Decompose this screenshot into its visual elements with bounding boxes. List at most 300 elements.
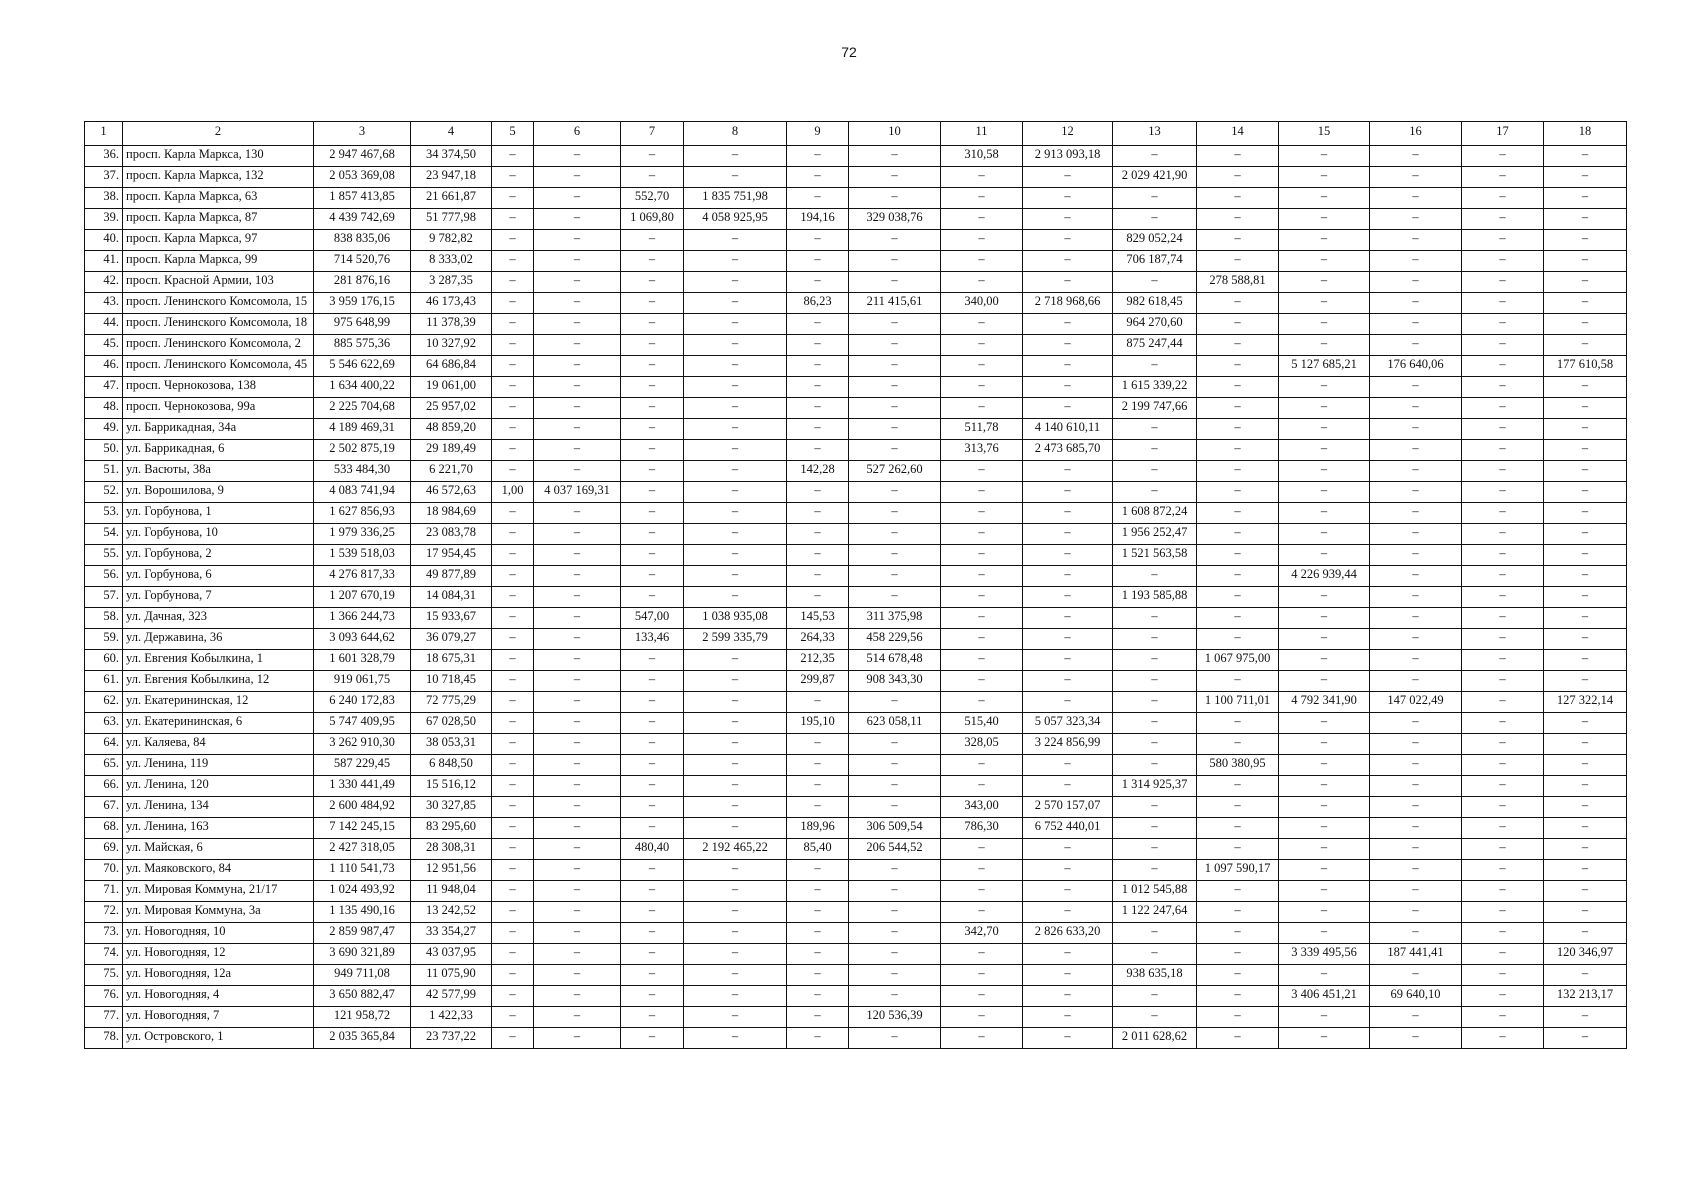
- table-row: [85, 1007, 1627, 1028]
- value-cell: –: [492, 902, 534, 923]
- column-header: 6: [534, 122, 621, 146]
- value-cell: 18 984,69: [411, 503, 492, 524]
- value-cell: –: [941, 839, 1023, 860]
- value-cell: 4 792 341,90: [1279, 692, 1370, 713]
- value-cell: –: [621, 734, 684, 755]
- table-row: [85, 314, 1627, 335]
- value-cell: –: [621, 314, 684, 335]
- value-cell: –: [534, 797, 621, 818]
- value-cell: 1 038 935,08: [684, 608, 787, 629]
- row-number-cell: 57.: [85, 587, 123, 608]
- value-cell: 3 339 495,56: [1279, 944, 1370, 965]
- value-cell: –: [1462, 650, 1544, 671]
- row-number-cell: 43.: [85, 293, 123, 314]
- value-cell: –: [1023, 902, 1113, 923]
- address-cell: ул. Васюты, 38а: [123, 461, 314, 482]
- value-cell: –: [492, 272, 534, 293]
- value-cell: –: [684, 1028, 787, 1049]
- value-cell: –: [941, 398, 1023, 419]
- value-cell: –: [684, 482, 787, 503]
- column-header: 5: [492, 122, 534, 146]
- value-cell: 5 747 409,95: [314, 713, 411, 734]
- row-number-cell: 60.: [85, 650, 123, 671]
- value-cell: 5 057 323,34: [1023, 713, 1113, 734]
- value-cell: –: [1113, 146, 1197, 167]
- value-cell: –: [849, 377, 941, 398]
- address-cell: ул. Островского, 1: [123, 1028, 314, 1049]
- value-cell: –: [1279, 482, 1370, 503]
- value-cell: –: [492, 818, 534, 839]
- value-cell: 552,70: [621, 188, 684, 209]
- value-cell: 313,76: [941, 440, 1023, 461]
- value-cell: –: [534, 440, 621, 461]
- value-cell: –: [1370, 272, 1462, 293]
- value-cell: –: [1113, 944, 1197, 965]
- value-cell: 2 599 335,79: [684, 629, 787, 650]
- value-cell: –: [1370, 1028, 1462, 1049]
- value-cell: –: [1197, 440, 1279, 461]
- value-cell: –: [492, 146, 534, 167]
- value-cell: –: [492, 965, 534, 986]
- table-row: [85, 713, 1627, 734]
- value-cell: 132 213,17: [1544, 986, 1627, 1007]
- value-cell: 343,00: [941, 797, 1023, 818]
- value-cell: 2 427 318,05: [314, 839, 411, 860]
- value-cell: 120 536,39: [849, 1007, 941, 1028]
- table-row: [85, 251, 1627, 272]
- value-cell: –: [1023, 839, 1113, 860]
- value-cell: –: [534, 545, 621, 566]
- value-cell: –: [1370, 230, 1462, 251]
- value-cell: –: [1279, 650, 1370, 671]
- value-cell: –: [1197, 335, 1279, 356]
- value-cell: 69 640,10: [1370, 986, 1462, 1007]
- value-cell: –: [534, 230, 621, 251]
- value-cell: 1 110 541,73: [314, 860, 411, 881]
- value-cell: 2 570 157,07: [1023, 797, 1113, 818]
- value-cell: 310,58: [941, 146, 1023, 167]
- value-cell: –: [1023, 398, 1113, 419]
- value-cell: –: [1462, 440, 1544, 461]
- value-cell: –: [1279, 1007, 1370, 1028]
- value-cell: –: [1370, 923, 1462, 944]
- value-cell: –: [1462, 188, 1544, 209]
- value-cell: –: [1023, 671, 1113, 692]
- column-header: 14: [1197, 122, 1279, 146]
- value-cell: –: [1197, 797, 1279, 818]
- table-row: [85, 650, 1627, 671]
- value-cell: –: [1462, 503, 1544, 524]
- row-number-cell: 39.: [85, 209, 123, 230]
- value-cell: –: [534, 209, 621, 230]
- value-cell: –: [534, 566, 621, 587]
- value-cell: –: [1544, 335, 1627, 356]
- value-cell: –: [492, 209, 534, 230]
- value-cell: 2 913 093,18: [1023, 146, 1113, 167]
- value-cell: –: [1279, 272, 1370, 293]
- value-cell: –: [849, 251, 941, 272]
- value-cell: 2 192 465,22: [684, 839, 787, 860]
- value-cell: –: [1370, 251, 1462, 272]
- value-cell: –: [684, 146, 787, 167]
- value-cell: –: [1544, 566, 1627, 587]
- value-cell: 195,10: [787, 713, 849, 734]
- value-cell: –: [941, 335, 1023, 356]
- value-cell: –: [1113, 566, 1197, 587]
- table-row: [85, 440, 1627, 461]
- value-cell: –: [492, 734, 534, 755]
- value-cell: –: [534, 314, 621, 335]
- value-cell: –: [534, 167, 621, 188]
- value-cell: –: [492, 545, 534, 566]
- value-cell: –: [534, 986, 621, 1007]
- value-cell: –: [849, 797, 941, 818]
- value-cell: –: [1023, 650, 1113, 671]
- row-number-cell: 41.: [85, 251, 123, 272]
- value-cell: 2 718 968,66: [1023, 293, 1113, 314]
- value-cell: –: [1279, 377, 1370, 398]
- table-row: [85, 608, 1627, 629]
- value-cell: 838 835,06: [314, 230, 411, 251]
- address-cell: ул. Майская, 6: [123, 839, 314, 860]
- value-cell: –: [534, 419, 621, 440]
- row-number-cell: 36.: [85, 146, 123, 167]
- value-cell: –: [787, 1028, 849, 1049]
- value-cell: –: [492, 398, 534, 419]
- value-cell: –: [492, 986, 534, 1007]
- value-cell: 145,53: [787, 608, 849, 629]
- value-cell: 5 546 622,69: [314, 356, 411, 377]
- value-cell: 48 859,20: [411, 419, 492, 440]
- value-cell: 299,87: [787, 671, 849, 692]
- value-cell: –: [621, 923, 684, 944]
- address-cell: просп. Ленинского Комсомола, 45: [123, 356, 314, 377]
- value-cell: 72 775,29: [411, 692, 492, 713]
- value-cell: –: [1370, 902, 1462, 923]
- value-cell: –: [1113, 818, 1197, 839]
- value-cell: –: [1197, 923, 1279, 944]
- value-cell: –: [1370, 167, 1462, 188]
- value-cell: –: [1197, 461, 1279, 482]
- value-cell: –: [684, 251, 787, 272]
- value-cell: –: [787, 755, 849, 776]
- value-cell: –: [1462, 314, 1544, 335]
- value-cell: 4 189 469,31: [314, 419, 411, 440]
- value-cell: –: [941, 671, 1023, 692]
- value-cell: –: [1462, 524, 1544, 545]
- value-cell: –: [621, 398, 684, 419]
- value-cell: –: [787, 314, 849, 335]
- value-cell: –: [492, 335, 534, 356]
- table-row: [85, 776, 1627, 797]
- value-cell: –: [1197, 566, 1279, 587]
- row-number-cell: 75.: [85, 965, 123, 986]
- table-row: [85, 923, 1627, 944]
- value-cell: –: [941, 692, 1023, 713]
- value-cell: –: [1023, 986, 1113, 1007]
- value-cell: –: [1462, 692, 1544, 713]
- row-number-cell: 51.: [85, 461, 123, 482]
- value-cell: –: [1279, 839, 1370, 860]
- value-cell: –: [492, 440, 534, 461]
- value-cell: –: [1279, 713, 1370, 734]
- column-header: 13: [1113, 122, 1197, 146]
- value-cell: –: [1023, 524, 1113, 545]
- row-number-cell: 59.: [85, 629, 123, 650]
- value-cell: –: [1023, 860, 1113, 881]
- value-cell: –: [1462, 272, 1544, 293]
- value-cell: –: [1462, 860, 1544, 881]
- value-cell: –: [1023, 461, 1113, 482]
- value-cell: –: [1544, 839, 1627, 860]
- value-cell: 1 422,33: [411, 1007, 492, 1028]
- value-cell: 2 035 365,84: [314, 1028, 411, 1049]
- value-cell: –: [1197, 965, 1279, 986]
- value-cell: –: [1197, 146, 1279, 167]
- value-cell: 1 067 975,00: [1197, 650, 1279, 671]
- value-cell: –: [1544, 713, 1627, 734]
- value-cell: –: [1113, 797, 1197, 818]
- value-cell: –: [849, 440, 941, 461]
- value-cell: 1 069,80: [621, 209, 684, 230]
- value-cell: –: [684, 902, 787, 923]
- address-cell: ул. Ленина, 134: [123, 797, 314, 818]
- value-cell: –: [1544, 482, 1627, 503]
- column-header: 2: [123, 122, 314, 146]
- address-cell: просп. Чернокозова, 138: [123, 377, 314, 398]
- value-cell: –: [684, 398, 787, 419]
- value-cell: –: [1462, 671, 1544, 692]
- value-cell: –: [787, 503, 849, 524]
- value-cell: –: [534, 944, 621, 965]
- table-row: [85, 860, 1627, 881]
- value-cell: –: [1113, 209, 1197, 230]
- value-cell: –: [787, 986, 849, 1007]
- value-cell: –: [849, 188, 941, 209]
- value-cell: –: [492, 692, 534, 713]
- value-cell: –: [534, 356, 621, 377]
- value-cell: –: [1197, 524, 1279, 545]
- value-cell: 1 956 252,47: [1113, 524, 1197, 545]
- table-row: [85, 692, 1627, 713]
- value-cell: –: [1197, 734, 1279, 755]
- value-cell: –: [1370, 566, 1462, 587]
- row-number-cell: 47.: [85, 377, 123, 398]
- value-cell: –: [492, 356, 534, 377]
- value-cell: –: [1462, 797, 1544, 818]
- value-cell: –: [621, 545, 684, 566]
- value-cell: 15 516,12: [411, 776, 492, 797]
- value-cell: –: [1197, 986, 1279, 1007]
- value-cell: 17 954,45: [411, 545, 492, 566]
- address-cell: ул. Новогодняя, 7: [123, 1007, 314, 1028]
- value-cell: –: [1197, 188, 1279, 209]
- value-cell: –: [684, 818, 787, 839]
- value-cell: –: [534, 692, 621, 713]
- value-cell: –: [492, 608, 534, 629]
- value-cell: –: [1462, 482, 1544, 503]
- value-cell: –: [492, 944, 534, 965]
- value-cell: 786,30: [941, 818, 1023, 839]
- value-cell: 206 544,52: [849, 839, 941, 860]
- table-row: [85, 986, 1627, 1007]
- value-cell: 281 876,16: [314, 272, 411, 293]
- value-cell: –: [1370, 398, 1462, 419]
- value-cell: 885 575,36: [314, 335, 411, 356]
- value-cell: –: [1462, 545, 1544, 566]
- value-cell: 875 247,44: [1113, 335, 1197, 356]
- value-cell: –: [1462, 566, 1544, 587]
- address-cell: ул. Горбунова, 10: [123, 524, 314, 545]
- address-cell: просп. Чернокозова, 99а: [123, 398, 314, 419]
- value-cell: –: [849, 524, 941, 545]
- value-cell: –: [1544, 923, 1627, 944]
- table-row: [85, 146, 1627, 167]
- value-cell: –: [787, 440, 849, 461]
- address-cell: просп. Красной Армии, 103: [123, 272, 314, 293]
- value-cell: 623 058,11: [849, 713, 941, 734]
- value-cell: –: [621, 377, 684, 398]
- value-cell: 1 627 856,93: [314, 503, 411, 524]
- value-cell: –: [1023, 230, 1113, 251]
- row-number-cell: 53.: [85, 503, 123, 524]
- value-cell: –: [492, 797, 534, 818]
- value-cell: –: [492, 923, 534, 944]
- value-cell: 2 029 421,90: [1113, 167, 1197, 188]
- value-cell: 1 207 670,19: [314, 587, 411, 608]
- value-cell: 4 037 169,31: [534, 482, 621, 503]
- value-cell: –: [1544, 167, 1627, 188]
- table-row: [85, 734, 1627, 755]
- value-cell: –: [492, 860, 534, 881]
- value-cell: –: [1544, 461, 1627, 482]
- value-cell: –: [1462, 146, 1544, 167]
- value-cell: –: [492, 713, 534, 734]
- value-cell: –: [787, 923, 849, 944]
- value-cell: 4 083 741,94: [314, 482, 411, 503]
- value-cell: 2 199 747,66: [1113, 398, 1197, 419]
- value-cell: –: [1197, 293, 1279, 314]
- value-cell: –: [1023, 314, 1113, 335]
- value-cell: –: [1197, 482, 1279, 503]
- value-cell: –: [684, 566, 787, 587]
- value-cell: –: [1544, 293, 1627, 314]
- table-row: [85, 209, 1627, 230]
- value-cell: 938 635,18: [1113, 965, 1197, 986]
- row-number-cell: 69.: [85, 839, 123, 860]
- address-cell: ул. Маяковского, 84: [123, 860, 314, 881]
- value-cell: –: [1279, 335, 1370, 356]
- value-cell: –: [621, 251, 684, 272]
- value-cell: 2 826 633,20: [1023, 923, 1113, 944]
- value-cell: 83 295,60: [411, 818, 492, 839]
- value-cell: –: [1370, 545, 1462, 566]
- value-cell: –: [534, 503, 621, 524]
- value-cell: –: [1023, 188, 1113, 209]
- value-cell: –: [1023, 944, 1113, 965]
- address-cell: просп. Ленинского Комсомола, 15: [123, 293, 314, 314]
- value-cell: –: [684, 419, 787, 440]
- value-cell: 5 127 685,21: [1279, 356, 1370, 377]
- value-cell: –: [1113, 671, 1197, 692]
- value-cell: –: [492, 629, 534, 650]
- address-cell: ул. Евгения Кобылкина, 12: [123, 671, 314, 692]
- value-cell: –: [492, 650, 534, 671]
- value-cell: –: [534, 146, 621, 167]
- value-cell: –: [534, 461, 621, 482]
- value-cell: –: [684, 986, 787, 1007]
- value-cell: –: [1462, 944, 1544, 965]
- value-cell: –: [1544, 965, 1627, 986]
- value-cell: 2 859 987,47: [314, 923, 411, 944]
- address-cell: ул. Горбунова, 1: [123, 503, 314, 524]
- value-cell: –: [621, 461, 684, 482]
- value-cell: –: [621, 1007, 684, 1028]
- value-cell: –: [492, 503, 534, 524]
- table-row: [85, 902, 1627, 923]
- value-cell: –: [941, 272, 1023, 293]
- value-cell: –: [621, 293, 684, 314]
- value-cell: –: [534, 671, 621, 692]
- value-cell: 120 346,97: [1544, 944, 1627, 965]
- address-cell: просп. Ленинского Комсомола, 18: [123, 314, 314, 335]
- value-cell: –: [492, 776, 534, 797]
- value-cell: –: [1544, 629, 1627, 650]
- value-cell: –: [1544, 650, 1627, 671]
- value-cell: –: [621, 503, 684, 524]
- value-cell: 328,05: [941, 734, 1023, 755]
- row-number-cell: 71.: [85, 881, 123, 902]
- value-cell: 919 061,75: [314, 671, 411, 692]
- address-cell: ул. Ленина, 163: [123, 818, 314, 839]
- row-number-cell: 63.: [85, 713, 123, 734]
- value-cell: –: [534, 398, 621, 419]
- row-number-cell: 64.: [85, 734, 123, 755]
- value-cell: –: [1370, 419, 1462, 440]
- value-cell: –: [1462, 251, 1544, 272]
- value-cell: 12 951,56: [411, 860, 492, 881]
- value-cell: 10 718,45: [411, 671, 492, 692]
- value-cell: –: [1370, 587, 1462, 608]
- address-cell: ул. Новогодняя, 10: [123, 923, 314, 944]
- value-cell: –: [941, 755, 1023, 776]
- value-cell: 1 330 441,49: [314, 776, 411, 797]
- value-cell: –: [1370, 671, 1462, 692]
- row-number-cell: 38.: [85, 188, 123, 209]
- value-cell: –: [849, 314, 941, 335]
- value-cell: –: [1370, 881, 1462, 902]
- value-cell: 2 947 467,68: [314, 146, 411, 167]
- value-cell: –: [1197, 503, 1279, 524]
- value-cell: –: [787, 965, 849, 986]
- value-cell: –: [1279, 209, 1370, 230]
- value-cell: –: [492, 881, 534, 902]
- value-cell: –: [1023, 251, 1113, 272]
- value-cell: –: [1197, 167, 1279, 188]
- value-cell: –: [1462, 839, 1544, 860]
- value-cell: –: [787, 1007, 849, 1028]
- value-cell: –: [1023, 608, 1113, 629]
- value-cell: –: [1462, 335, 1544, 356]
- row-number-cell: 42.: [85, 272, 123, 293]
- row-number-cell: 78.: [85, 1028, 123, 1049]
- value-cell: –: [1113, 356, 1197, 377]
- address-cell: просп. Карла Маркса, 132: [123, 167, 314, 188]
- value-cell: –: [1279, 188, 1370, 209]
- value-cell: –: [1023, 545, 1113, 566]
- value-cell: –: [492, 587, 534, 608]
- value-cell: –: [621, 482, 684, 503]
